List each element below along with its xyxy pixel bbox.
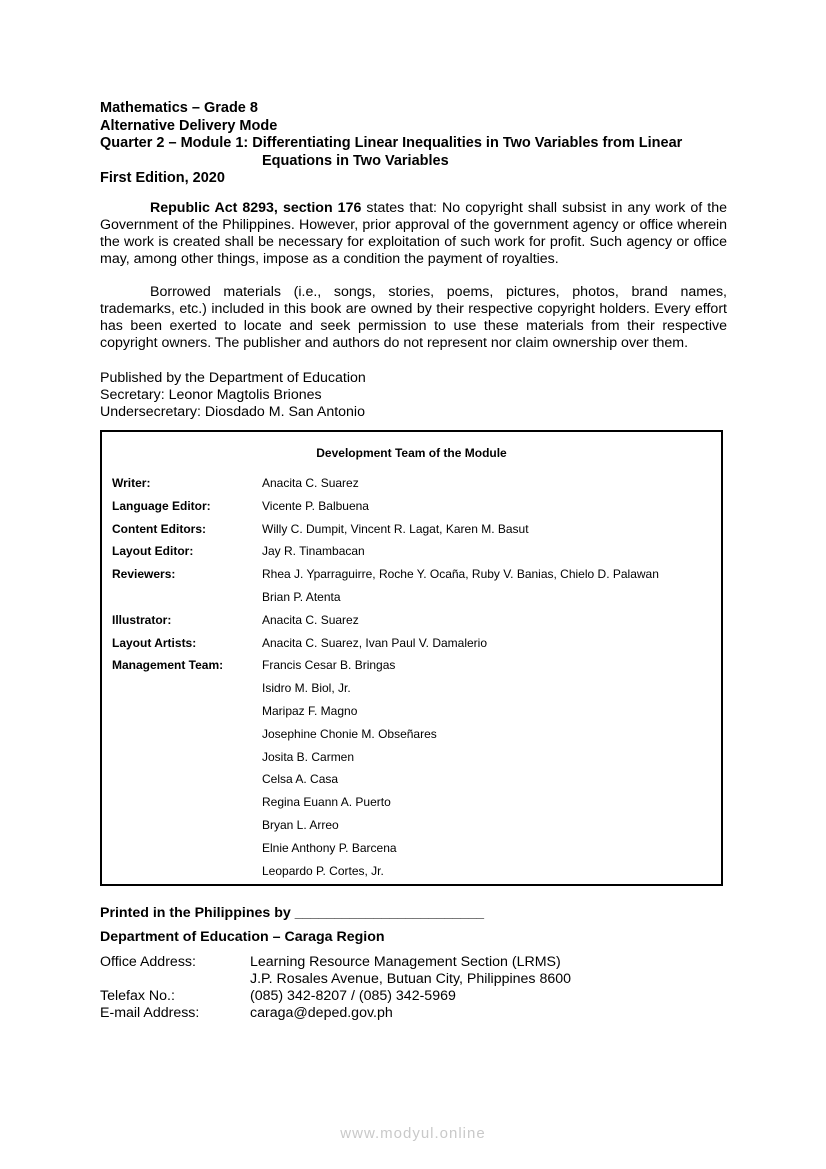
team-member-names: Anacita C. Suarez, Ivan Paul V. Damalerio xyxy=(262,635,488,650)
team-member-names: Bryan L. Arreo xyxy=(262,817,339,832)
copyright-paragraph xyxy=(100,200,727,268)
team-row xyxy=(112,499,712,522)
team-member-names: Brian P. Atenta xyxy=(262,589,341,604)
undersecretary: Undersecretary: Diosdado M. San Antonio xyxy=(100,403,365,420)
published-by: Published by the Department of Education xyxy=(100,369,366,386)
office-address-row-2 xyxy=(100,971,571,988)
team-row xyxy=(112,522,712,545)
team-role-label: Layout Artists: xyxy=(112,635,197,650)
header-edition: First Edition, 2020 xyxy=(100,170,225,186)
footer-watermark: www.modyul.online xyxy=(340,1125,486,1142)
team-row xyxy=(112,704,712,727)
team-member-names: Jay R. Tinambacan xyxy=(262,544,365,559)
team-member-names: Maripaz F. Magno xyxy=(262,703,358,718)
header-module-title-cont: Equations in Two Variables xyxy=(262,152,449,169)
office-line2: J.P. Rosales Avenue, Butuan City, Philippines 8600 xyxy=(250,971,572,987)
team-member-names: Celsa A. Casa xyxy=(262,772,339,787)
header-subject: Mathematics – Grade 8 xyxy=(100,100,258,116)
team-member-names: Rhea J. Yparraguirre, Roche Y. Ocaña, Ruby V. Banias, Chielo D. Palawan xyxy=(262,567,659,582)
team-row xyxy=(112,795,712,818)
team-title: Development Team of the Module xyxy=(316,446,507,460)
email-value[interactable]: caraga@deped.gov.ph xyxy=(250,1005,393,1021)
module-header xyxy=(100,100,727,188)
team-row xyxy=(112,818,712,841)
team-row xyxy=(112,841,712,864)
team-member-names: Anacita C. Suarez xyxy=(262,612,359,627)
team-row xyxy=(112,590,712,613)
team-member-names: Isidro M. Biol, Jr. xyxy=(262,681,351,696)
office-line1: Learning Resource Management Section (LRMS) xyxy=(250,954,561,970)
printed-line: Printed in the Philippines by ________________________ xyxy=(100,905,485,921)
team-row xyxy=(112,613,712,636)
copyright-lead: Republic Act 8293, section 176 xyxy=(150,199,362,216)
team-row xyxy=(112,476,712,499)
team-member-names: Willy C. Dumpit, Vincent R. Lagat, Karen M. Basut xyxy=(262,521,529,536)
office-label: Office Address: xyxy=(100,954,196,970)
team-row xyxy=(112,681,712,704)
team-member-names: Vicente P. Balbuena xyxy=(262,498,369,513)
header-mode: Alternative Delivery Mode xyxy=(100,117,278,134)
contact-block xyxy=(100,954,571,1022)
team-role-label: Language Editor: xyxy=(112,498,211,513)
team-member-names: Leopardo P. Cortes, Jr. xyxy=(262,863,384,878)
team-member-names: Regina Euann A. Puerto xyxy=(262,795,391,810)
copyright-text: states that: No copyright shall subsist in any work of the Government of the Philippines. However, prior approval of the government agency or office wherein the work is created shall be necessary for exploitation of such work for profit. Such agency or office may, among other things, impose as a condition the payment of royalties. xyxy=(100,199,728,267)
team-member-names: Elnie Anthony P. Barcena xyxy=(262,840,397,855)
team-row xyxy=(112,772,712,795)
publisher-block xyxy=(100,370,727,421)
email-label: E-mail Address: xyxy=(100,1005,200,1021)
secretary: Secretary: Leonor Magtolis Briones xyxy=(100,386,322,403)
team-role-label: Writer: xyxy=(112,476,151,490)
office-address-row xyxy=(100,954,571,971)
team-row xyxy=(112,658,712,681)
team-row xyxy=(112,544,712,567)
header-module-title: Quarter 2 – Module 1: Differentiating Linear Inequalities in Two Variables from Linear xyxy=(100,135,683,151)
team-role-label: Reviewers: xyxy=(112,567,176,582)
team-role-label: Illustrator: xyxy=(112,612,172,627)
team-member-names: Josita B. Carmen xyxy=(262,749,355,764)
team-role-label: Layout Editor: xyxy=(112,544,194,559)
document-body xyxy=(100,100,727,421)
region-title: Department of Education – Caraga Region xyxy=(100,929,385,945)
team-member-names: Josephine Chonie M. Obseñares xyxy=(262,726,437,741)
team-row xyxy=(112,636,712,659)
telefax-row xyxy=(100,988,571,1005)
email-row xyxy=(100,1005,571,1022)
team-table xyxy=(112,476,712,886)
team-row xyxy=(112,567,712,590)
borrowed-paragraph: Borrowed materials (i.e., songs, stories, poems, pictures, photos, brand names, trademarks, etc.) included in this book are owned by their respective copyright holders. Every effort has been exerted to locate and seek permission to use these materials from their respective copyright owners. The publisher and authors do not represent nor claim ownership over them. xyxy=(100,283,727,351)
team-member-names: Francis Cesar B. Bringas xyxy=(262,658,396,673)
development-team-box xyxy=(100,430,723,886)
team-row xyxy=(112,750,712,773)
telefax-value: (085) 342-8207 / (085) 342-5969 xyxy=(250,988,456,1004)
team-role-label: Content Editors: xyxy=(112,521,206,536)
team-role-label: Management Team: xyxy=(112,658,224,673)
team-row xyxy=(112,727,712,750)
team-row xyxy=(112,864,712,887)
team-member-names: Anacita C. Suarez xyxy=(262,476,359,490)
telefax-label: Telefax No.: xyxy=(100,988,175,1004)
